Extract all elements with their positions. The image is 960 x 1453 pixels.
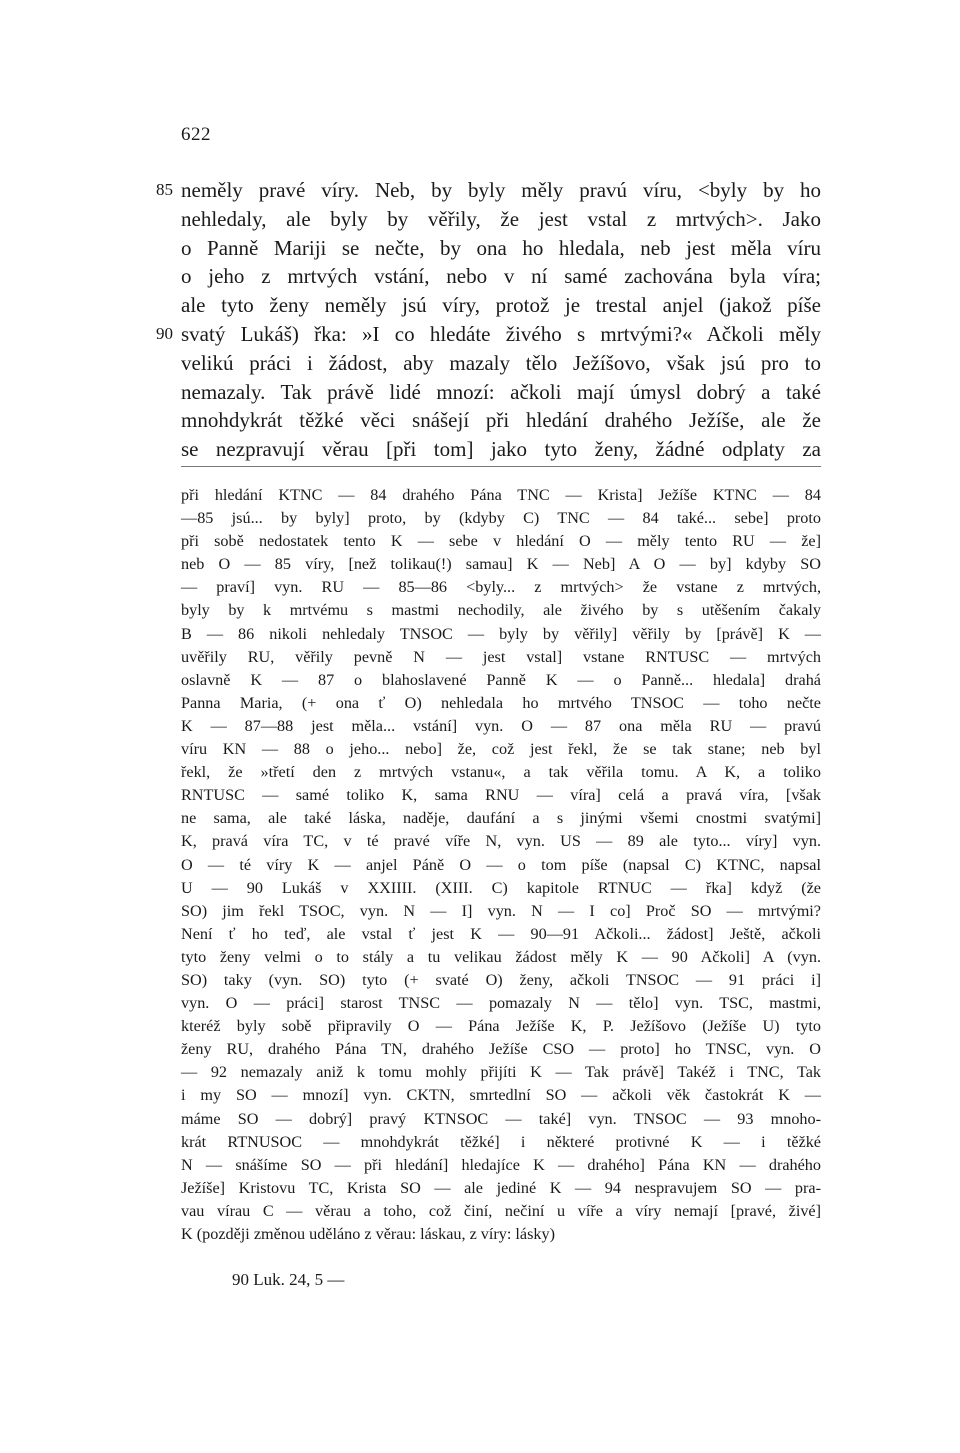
apparatus-line: —85 jsú... by byly] proto, by (kdyby C) TNC — 84 také... sebe] proto: [181, 509, 821, 528]
footnote-rule: [181, 466, 821, 467]
apparatus-line: byly by k mrtvému s mastmi nechodily, ale živého by s utěšením čakaly: [181, 601, 821, 620]
main-text-line: [181, 349, 821, 378]
apparatus-line: — praví] vyn. RU — 85—86 <byly... z mrtvých> že vstane z mrtvých,: [181, 578, 821, 597]
apparatus-line: neb O — 85 víry, [než tolikau(!) samau] K — Neb] A O — by] kdyby SO: [181, 555, 821, 574]
apparatus-line: kteréž byly sobě připravily O — Pána Ježíše K, P. Ježíšovo (Ježíše U) tyto: [181, 1017, 821, 1036]
line-text: svatý Lukáš) řka: »I co hledáte živého s mrtvými?« Ačkoli měly: [181, 321, 821, 346]
critical-apparatus: [181, 484, 821, 1246]
apparatus-line: vau vírau C — věrau a toho, což činí, nečiní u víře a víry nemají [pravé, živé]: [181, 1201, 821, 1220]
apparatus-line: SO) jim řekl TSOC, vyn. N — I] vyn. N — I co] Proč SO — mrtvými?: [181, 901, 821, 920]
line-text: ale tyto ženy neměly jsú víry, protož je trestal anjel (jakož píše: [181, 293, 821, 318]
apparatus-line: U — 90 Lukáš v XXIIII. (XIII. C) kapitole RTNUC — řka] když (že: [181, 878, 821, 897]
apparatus-line: oslavně K — 87 o blahoslavené Panně K — o Panně... hledala] drahá: [181, 670, 821, 689]
apparatus-line: Panna Maria, (+ ona ť O) nehledala ho mrtvého TNSOC — toho nečte: [181, 693, 821, 712]
main-text-line: [181, 435, 821, 464]
line-text: neměly pravé víry. Neb, by byly měly pravú víru, <byly by ho: [181, 178, 821, 202]
line-text: o Panně Mariji se nečte, by ona ho hledala, neb jest měla víru: [181, 235, 821, 260]
apparatus-line: SO) taky (vyn. SO) tyto (+ svaté O) ženy, ačkoli TNSOC — 91 práci i]: [181, 970, 821, 989]
apparatus-line: K (později změnou uděláno z věrau: láskau, z víry: lásky): [181, 1225, 555, 1243]
main-text-line: [156, 176, 821, 205]
apparatus-line: při sobě nedostatek tento K — sebe v hledání O — měly tento RU — že]: [181, 532, 821, 551]
apparatus-line: ženy RU, drahého Pána TN, drahého Ježíše CSO — proto] ho TNSC, vyn. O: [181, 1040, 821, 1059]
main-text-line: [181, 406, 821, 435]
apparatus-line: máme SO — dobrý] pravý KTNSOC — také] vyn. TNSOC — 93 mnoho-: [181, 1109, 821, 1128]
apparatus-line: tyto ženy velmi o to stály a tu velikau žádost měly K — 90 Ačkoli] A (vyn.: [181, 947, 821, 966]
main-text-line: [181, 234, 821, 263]
line-text: velikú práci i žádost, aby mazaly tělo Ježíšovo, však jsú pro to: [181, 350, 821, 375]
apparatus-line: — 92 nemazaly aniž k tomu mohly přijíti K — Tak právě] Takéž i TNC, Tak: [181, 1063, 821, 1082]
apparatus-line: uvěřily RU, věřily pevně N — jest vstal] vstane RNTUSC — mrtvých: [181, 647, 821, 666]
apparatus-line: N — snášíme SO — při hledání] hledajíce K — drahého] Pána KN — drahého: [181, 1155, 821, 1174]
apparatus-line: K — 87—88 jest měla... vstání] vyn. O — 87 ona měla RU — pravú: [181, 716, 821, 735]
apparatus-line: víru KN — 88 o jeho... nebo] že, což jest řekl, že se tak stane; neb byl: [181, 740, 821, 759]
apparatus-line: O — té víry K — anjel Páně O — o tom píše (napsal C) KTNC, napsal: [181, 855, 821, 874]
apparatus-line: krát RTNUSOC — mnohdykrát těžké] i některé protivné K — i těžké: [181, 1132, 821, 1151]
apparatus-line: RNTUSC — samé toliko K, sama RNU — víra] celá a pravá víra, [však: [181, 786, 821, 805]
line-text: nehledaly, ale byly by věřily, že jest vstal z mrtvých>. Jako: [181, 206, 821, 231]
main-text-line: [181, 262, 821, 291]
main-text-line: [181, 378, 821, 407]
line-number: 90: [156, 323, 173, 343]
apparatus-line: ne sama, ale také láska, naděje, daufání a s jinými všemi cnostmi svatými]: [181, 809, 821, 828]
apparatus-line: řekl, že »třetí den z mrtvých vstanu«, a tak věřila tomu. A K, a toliko: [181, 763, 821, 782]
line-text: mnohdykrát těžké věci snášejí při hledání drahého Ježíše, ale že: [181, 408, 821, 433]
line-text: se nezpravují věrau [při tom] jako tyto ženy, žádné odplaty za: [181, 437, 821, 462]
main-text: [156, 176, 821, 464]
main-text-line: [181, 205, 821, 234]
line-number: 85: [156, 180, 173, 199]
page-number: 622: [181, 124, 211, 145]
apparatus-line: při hledání KTNC — 84 drahého Pána TNC — Krista] Ježíše KTNC — 84: [181, 486, 821, 504]
apparatus-line: Ježíše] Kristovu TC, Krista SO — ale jediné K — 94 nespravujem SO — pra-: [181, 1178, 821, 1197]
source-footnote: 90 Luk. 24, 5 —: [232, 1270, 345, 1289]
line-text: o jeho z mrtvých vstání, nebo v ní samé zachována byla víra;: [181, 264, 821, 289]
apparatus-line: i my SO — mnozí] vyn. CKTN, smrtedlní SO — ačkoli vĕk častokrát K —: [181, 1086, 821, 1105]
main-text-line: [156, 320, 821, 349]
apparatus-line: vyn. O — práci] starost TNSC — pomazaly N — tělo] vyn. TSC, mastmi,: [181, 994, 821, 1013]
apparatus-line: K, pravá víra TC, v té pravé víře N, vyn. US — 89 ale tyto... víry] vyn.: [181, 832, 821, 851]
apparatus-line: Není ť ho teď, ale vstal ť jest K — 90—91 Ačkoli... žádost] Ještě, ačkoli: [181, 924, 821, 943]
main-text-line: [181, 291, 821, 320]
apparatus-line: B — 86 nikoli nehledaly TNSOC — byly by věřily] věřily by [právě] K —: [181, 624, 821, 643]
line-text: nemazaly. Tak právě lidé mnozí: ačkoli mají úmysl dobrý a také: [181, 379, 821, 404]
